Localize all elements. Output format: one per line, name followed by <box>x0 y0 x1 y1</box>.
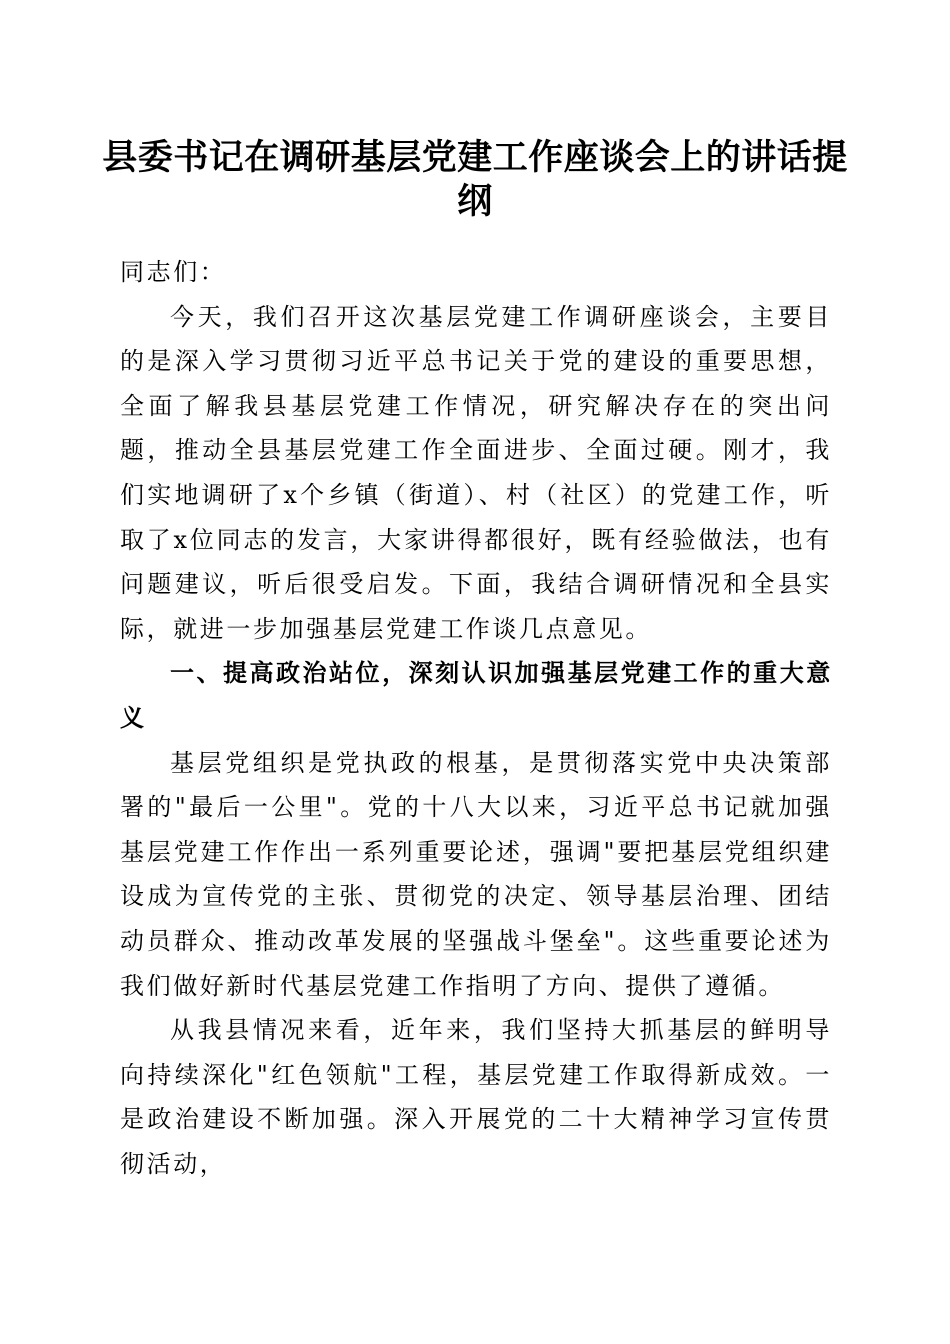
intro-paragraph: 今天，我们召开这次基层党建工作调研座谈会，主要目的是深入学习贯彻习近平总书记关于党的建设的重要思想，全面了解我县基层党建工作情况，研究解决存在的突出问题，推动全县基层党建工作全面进步、全面过硬。刚才，我们实地调研了x个乡镇（街道）、村（社区）的党建工作，听取了x位同志的发言，大家讲得都很好，既有经验做法，也有问题建议，听后很受启发。下面，我结合调研情况和全县实际，就进一步加强基层党建工作谈几点意见。 <box>120 302 832 643</box>
section-1-paragraph-2: 从我县情况来看，近年来，我们坚持大抓基层的鲜明导向持续深化"红色领航"工程，基层党建工作取得新成效。一是政治建设不断加强。深入开展党的二十大精神学习宣传贯彻活动， <box>120 1016 832 1178</box>
section-1-paragraph-1: 基层党组织是党执政的根基，是贯彻落实党中央决策部署的"最后一公里"。党的十八大以来，习近平总书记就加强基层党建工作作出一系列重要论述，强调"要把基层党组织建设成为宣传党的主张、贯彻党的决定、领导基层治理、团结动员群众、推动改革发展的坚强战斗堡垒"。这些重要论述为我们做好新时代基层党建工作指明了方向、提供了遵循。 <box>120 748 832 1000</box>
document-title: 县委书记在调研基层党建工作座谈会上的讲话提纲 <box>102 137 848 222</box>
salutation: 同志们： <box>120 258 227 286</box>
section-heading-1: 一、提高政治站位，深刻认识加强基层党建工作的重大意义 <box>120 659 832 732</box>
document-body <box>120 250 832 1186</box>
